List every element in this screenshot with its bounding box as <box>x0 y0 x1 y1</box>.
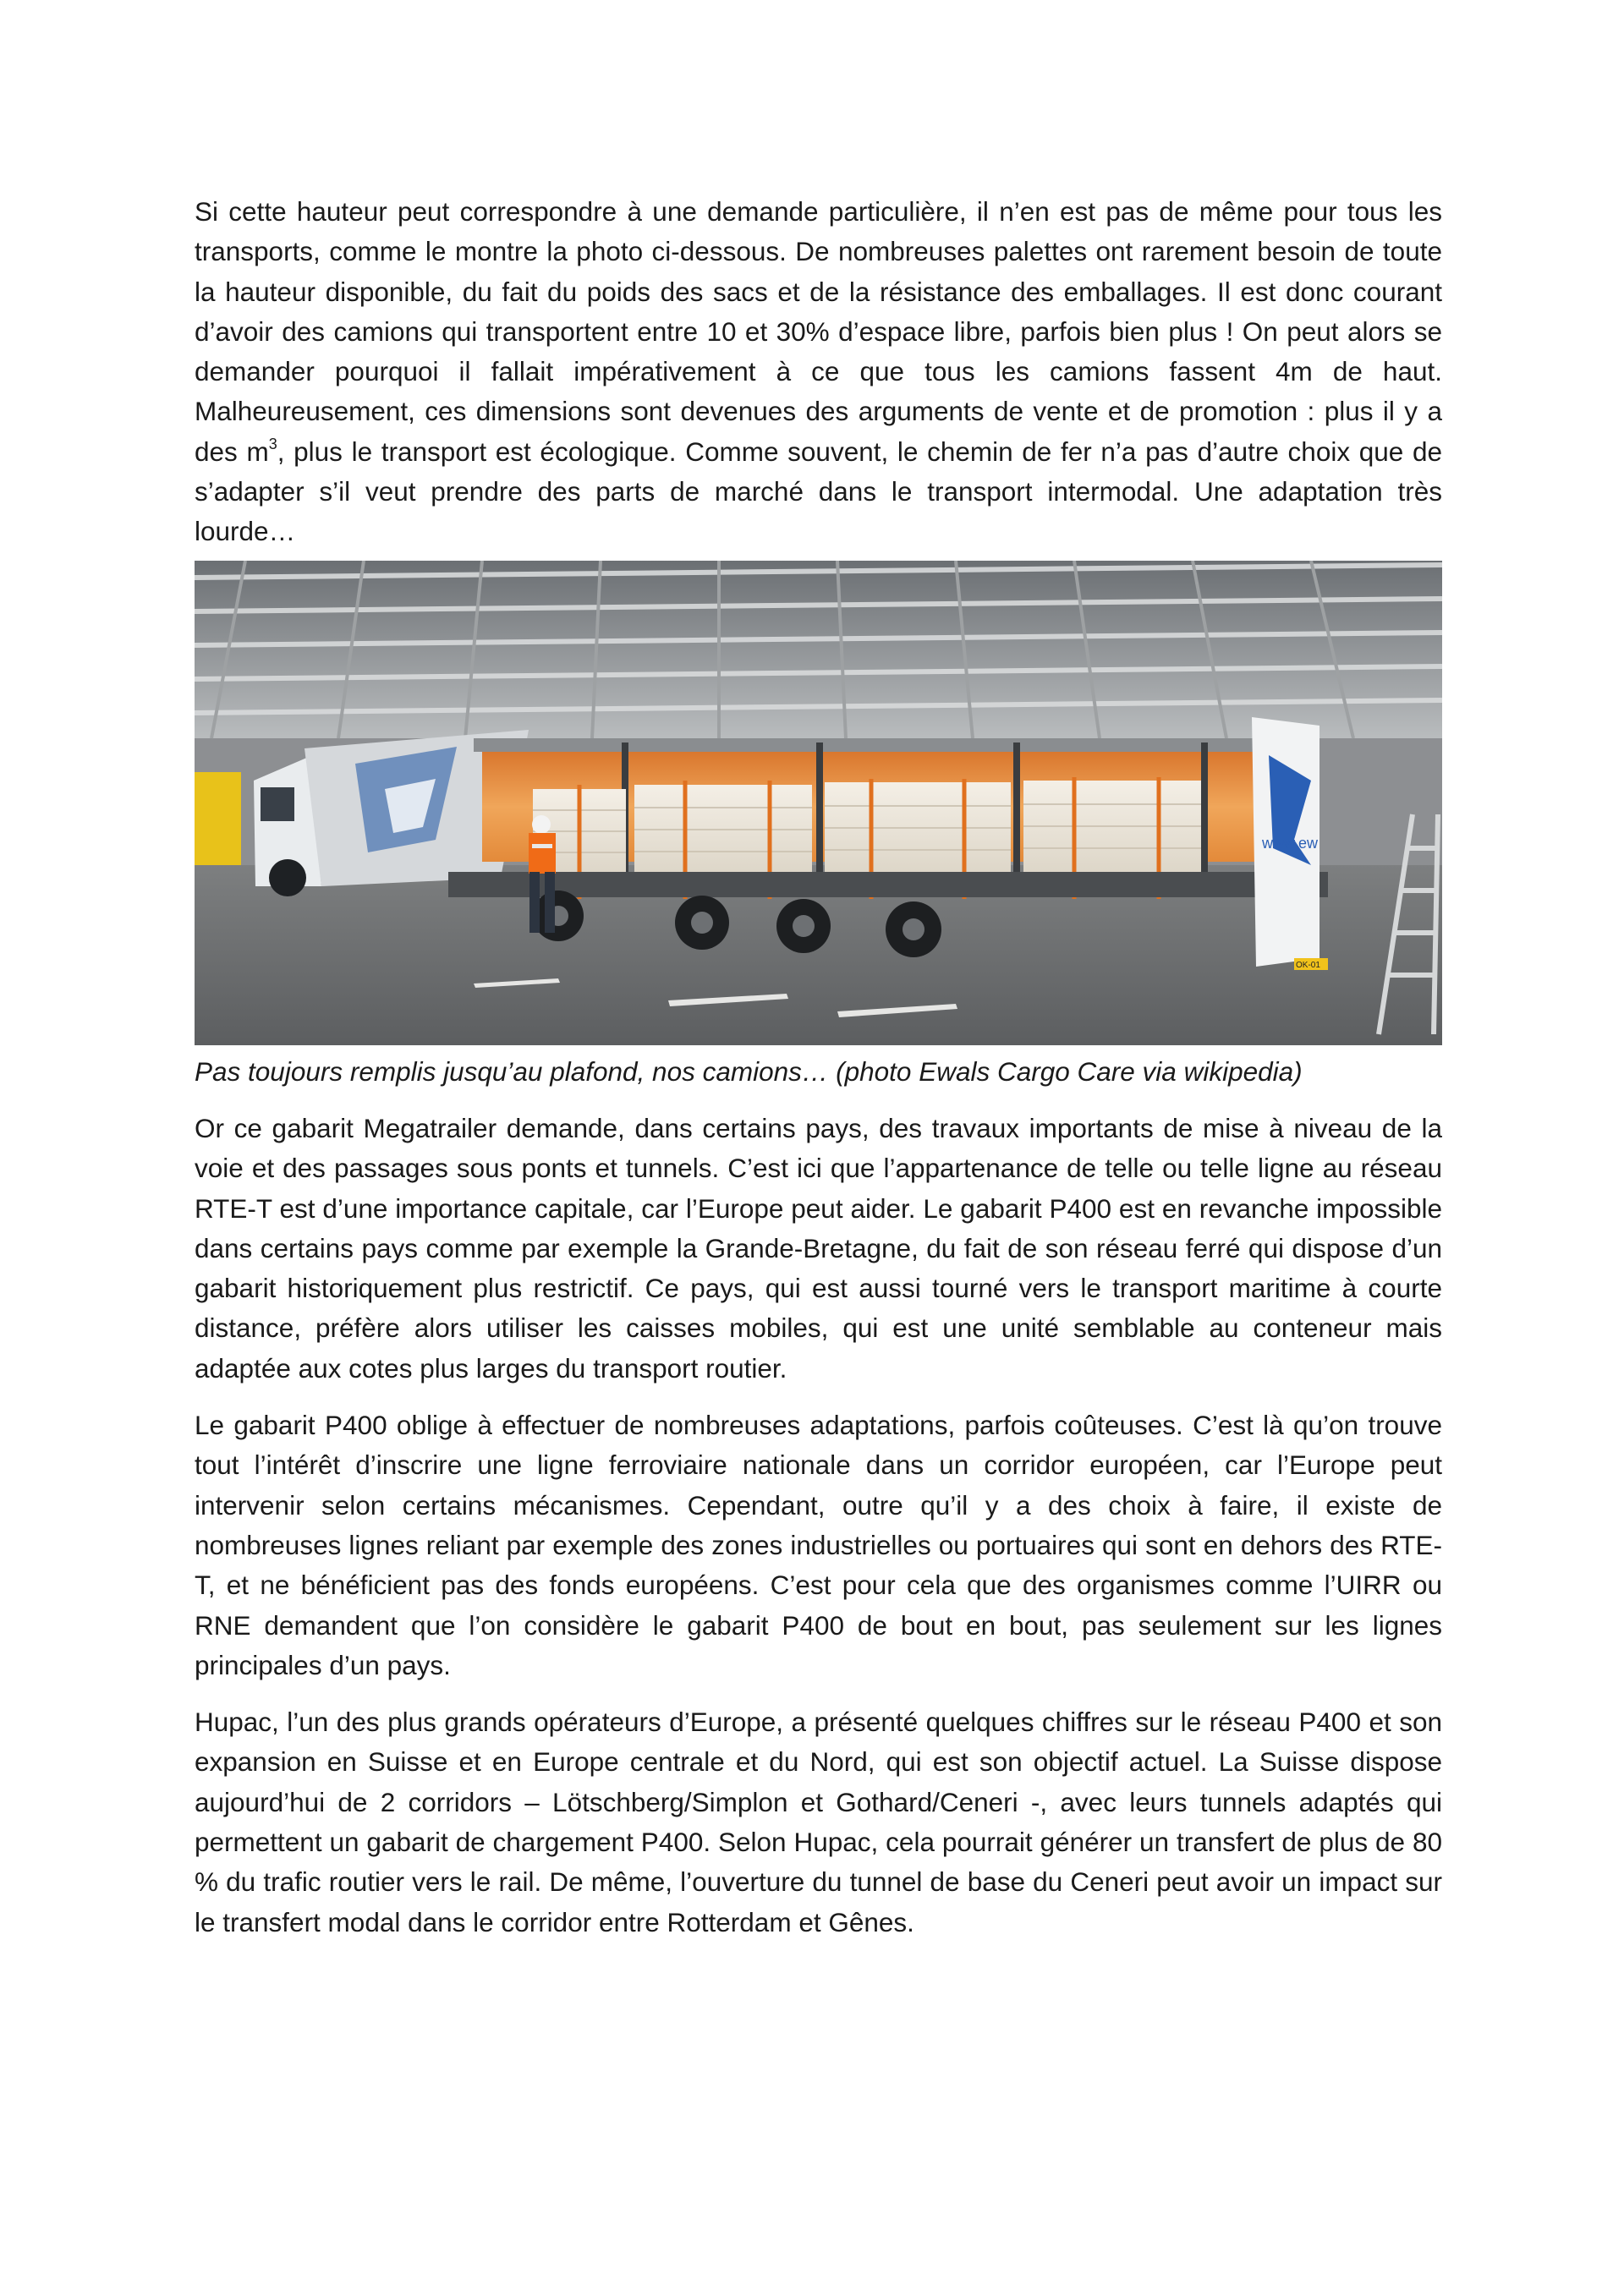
paragraph-intro-text: Si cette hauteur peut correspondre à une demande particulière, il n’en est pas de même pour tous les transports, comme le montre la photo ci-dessous. De nombreuses palettes ont rarement besoin de toute la hauteur disponible, du fait du poids des sacs et de la résistance des emballages. Il est donc courant d’avoir des camions qui transportent entre 10 et 30% d’espace libre, parfois bien plus ! On peut alors se demander pourquoi il fallait impérativement à ce que tous les camions fassent 4m de haut. Malheureusement, ces dimensions sont devenues des arguments de vente et de promotion : plus il y a des m <box>195 196 1442 467</box>
trailer-url-text: www.ew <box>1262 834 1319 852</box>
photo-caption: Pas toujours remplis jusqu’au plafond, nos camions… (photo Ewals Cargo Care via wikipedia) <box>195 1055 1303 1087</box>
truck-photo <box>195 561 1442 1045</box>
paragraph-megatrailer: Or ce gabarit Megatrailer demande, dans certains pays, des travaux importants de mise à niveau de la voie et des passages sous ponts et tunnels. C’est ici que l’appartenance de telle ou telle ligne au réseau RTE-T est d’une importance capitale, car l’Europe peut aider. Le gabarit P400 est en revanche impossible dans certains pays comme par exemple la Grande-Bretagne, du fait de son réseau ferré qui dispose d’un gabarit historiquement plus restrictif. Ce pays, qui est aussi tourné vers le transport maritime à courte distance, préfère alors utiliser les caisses mobiles, qui est une unité semblable au conteneur mais adaptée aux cotes plus larges du transport routier. <box>195 1112 1442 1384</box>
paragraph-intro-text-end: , plus le transport est écologique. Comme souvent, le chemin de fer n’a pas d’autre choix que de s’adapter s’il veut prendre des parts de marché dans le transport intermodal. Une adaptation très lourde… <box>195 436 1443 547</box>
paragraph-intro <box>195 192 1442 552</box>
article-body <box>195 192 1442 1943</box>
license-plate-text: OK-01 <box>1296 960 1320 970</box>
trailer-top-rail <box>474 738 1320 752</box>
yellow-vehicle <box>195 772 241 865</box>
paragraph-hupac: Hupac, l’un des plus grands opérateurs d’Europe, a présenté quelques chiffres sur le réseau P400 et son expansion en Suisse et en Europe centrale et du Nord, qui est son objectif actuel. La Suisse dispose aujourd’hui de 2 corridors – Lötschberg/Simplon et Gothard/Ceneri -, avec leurs tunnels adaptés qui permettent un gabarit de chargement P400. Selon Hupac, cela pourrait générer un transfert de plus de 80 % du trafic routier vers le rail. De même, l’ouverture du tunnel de base du Ceneri peut avoir un impact sur le transfert modal dans le corridor entre Rotterdam et Gênes. <box>195 1707 1442 1937</box>
trailer-chassis <box>448 872 1328 897</box>
paragraph-p400-adaptations: Le gabarit P400 oblige à effectuer de nombreuses adaptations, parfois coûteuses. C’est là qu’on trouve tout l’intérêt d’inscrire une ligne ferroviaire nationale dans un corridor européen, car l’Europe peut intervenir selon certains mécanismes. Cependant, outre qu’il y a des choix à faire, il existe de nombreuses lignes reliant par exemple des zones industrielles ou portuaires qui sont en dehors des RTE-T, et ne bénéficient pas des fonds européens. C’est pour cela que des organismes comme l’UIRR ou RNE demandent que l’on considère le gabarit P400 de bout en bout, pas seulement sur les lignes principales d’un pays. <box>195 1410 1442 1680</box>
superscript-cubed: 3 <box>268 436 277 453</box>
